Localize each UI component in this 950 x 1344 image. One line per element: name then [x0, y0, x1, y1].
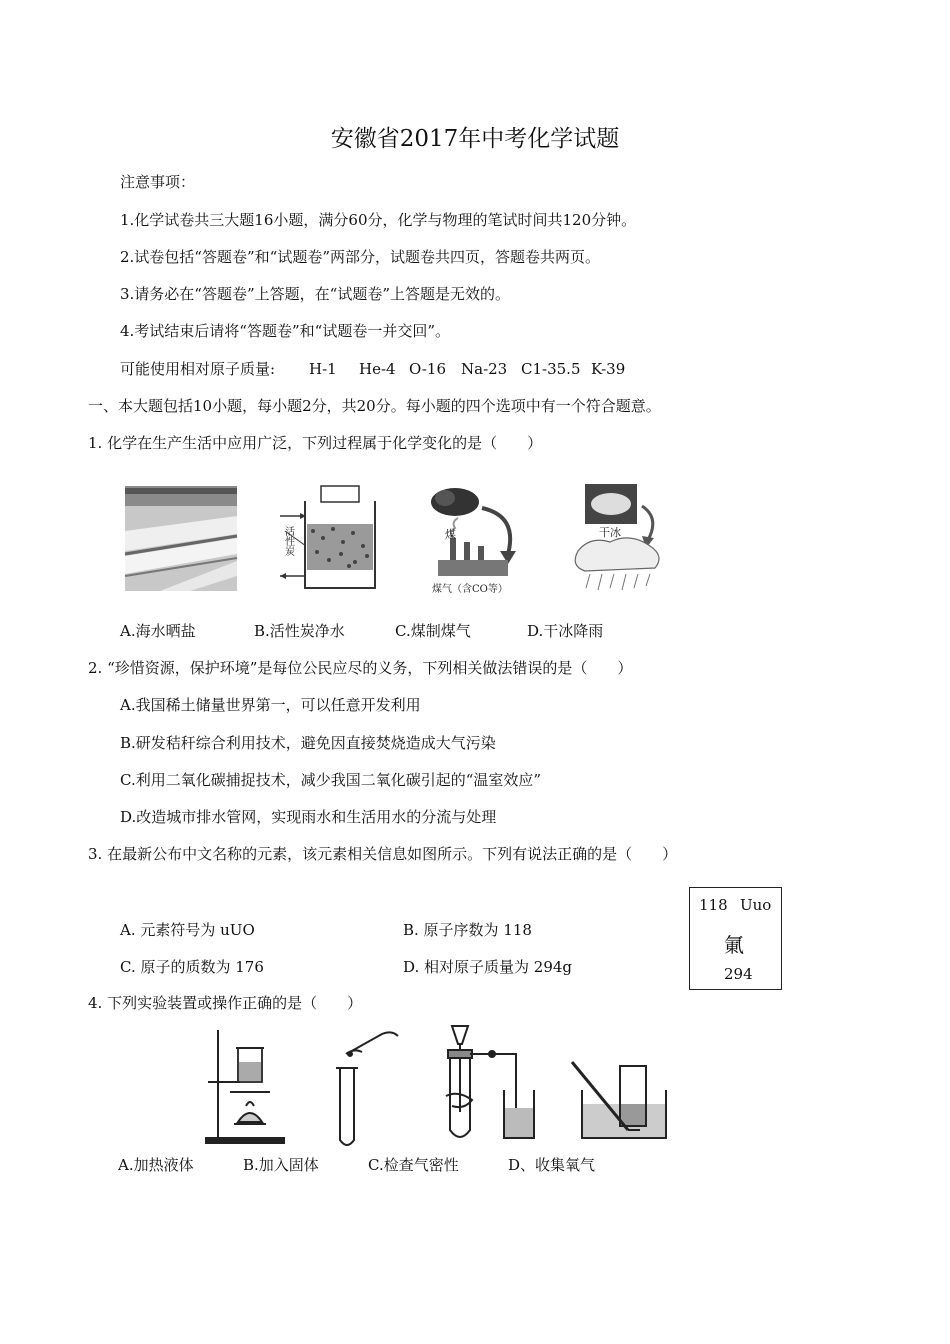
atomic-mass-h: H-1 — [309, 360, 337, 378]
atomic-mass-na: Na-23 — [461, 360, 508, 378]
question-3-option-b: B. 原子序数为 118 — [403, 921, 532, 939]
adding-solid-apparatus — [336, 1032, 398, 1145]
question-4-stem: 4. 下列实验装置或操作正确的是（ ） — [88, 994, 363, 1012]
question-2-option-c: C.利用二氧化碳捕捉技术，减少我国二氧化碳引起的“温室效应” — [120, 771, 542, 789]
question-2-option-d: D.改造城市排水管网，实现雨水和生活用水的分流与处理 — [120, 808, 497, 826]
coal-to-gas-diagram — [431, 488, 516, 576]
coal-gas-label: 煤气（含CO等） — [432, 584, 508, 595]
question-1-option-b: B.活性炭净水 — [254, 622, 345, 640]
activated-carbon-filter-diagram — [280, 486, 375, 588]
question-4-option-c: C.检查气密性 — [368, 1156, 459, 1174]
element-info-card — [689, 887, 782, 990]
oxygen-collection-apparatus — [572, 1062, 666, 1138]
sea-salt-pan-image — [125, 486, 237, 591]
element-atomic-mass: 294 — [724, 965, 753, 983]
atomic-mass-k: K-39 — [591, 360, 626, 378]
question-4-figures — [200, 1020, 670, 1148]
notice-item-1: 1.化学试卷共三大题16小题，满分60分，化学与物理的笔试时间共120分钟。 — [120, 211, 637, 229]
question-1-figures — [120, 476, 665, 600]
question-3-stem: 3. 在最新公布中文名称的元素，该元素相关信息如图所示。下列有说法正确的是（ ） — [88, 845, 678, 863]
question-1-stem: 1. 化学在生产生活中应用广泛，下列过程属于化学变化的是（ ） — [88, 434, 543, 452]
element-atomic-number: 118 — [699, 896, 728, 914]
notice-item-4: 4.考试结束后请将“答题卷”和“试题卷一并交回”。 — [120, 322, 450, 340]
atomic-mass-o: O-16 — [409, 360, 447, 378]
question-3-option-c: C. 原子的质数为 176 — [120, 958, 264, 976]
question-2-option-b: B.研发秸秆综合利用技术，避免因直接焚烧造成大气污染 — [120, 734, 496, 752]
notice-heading: 注意事项： — [120, 173, 196, 191]
question-3-option-a: A. 元素符号为 uUO — [120, 921, 255, 939]
atomic-mass-he: He-4 — [359, 360, 396, 378]
atomic-mass-label: 可能使用相对原子质量: — [120, 360, 276, 378]
atomic-mass-cl: C1-35.5 — [521, 360, 581, 378]
airtightness-check-apparatus — [446, 1026, 534, 1138]
question-1-option-d: D.干冰降雨 — [527, 622, 604, 640]
question-4-option-a: A.加热液体 — [118, 1156, 194, 1174]
question-1-option-a: A.海水晒盐 — [120, 622, 196, 640]
dry-ice-label: 干冰 — [599, 526, 621, 539]
notice-item-3: 3.请务必在“答题卷”上答题，在“试题卷”上答题是无效的。 — [120, 285, 510, 303]
notice-item-2: 2.试卷包括“答题卷”和“试题卷”两部分，试题卷共四页，答题卷共两页。 — [120, 248, 600, 266]
section-1-heading: 一、本大题包括10小题，每小题2分，共20分。每小题的四个选项中有一个符合题意。 — [88, 397, 661, 415]
coal-label: 煤 — [445, 528, 456, 541]
question-3-option-d: D. 相对原子质量为 294g — [403, 958, 573, 976]
page-title: 安徽省2017年中考化学试题 — [330, 126, 620, 152]
element-chinese-name: 氭 — [724, 933, 744, 957]
question-4-option-b: B.加入固体 — [243, 1156, 319, 1174]
question-1-option-c: C.煤制煤气 — [395, 622, 471, 640]
element-symbol: Uuo — [740, 896, 772, 914]
question-2-option-a: A.我国稀土储量世界第一，可以任意开发利用 — [120, 696, 421, 714]
heating-liquid-apparatus — [206, 1030, 284, 1143]
question-4-option-d: D、收集氧气 — [508, 1156, 596, 1174]
question-2-stem: 2. “珍惜资源，保护环境”是每位公民应尽的义务，下列相关做法错误的是（ ） — [88, 659, 633, 677]
activated-carbon-label: 活性炭 — [282, 526, 294, 556]
